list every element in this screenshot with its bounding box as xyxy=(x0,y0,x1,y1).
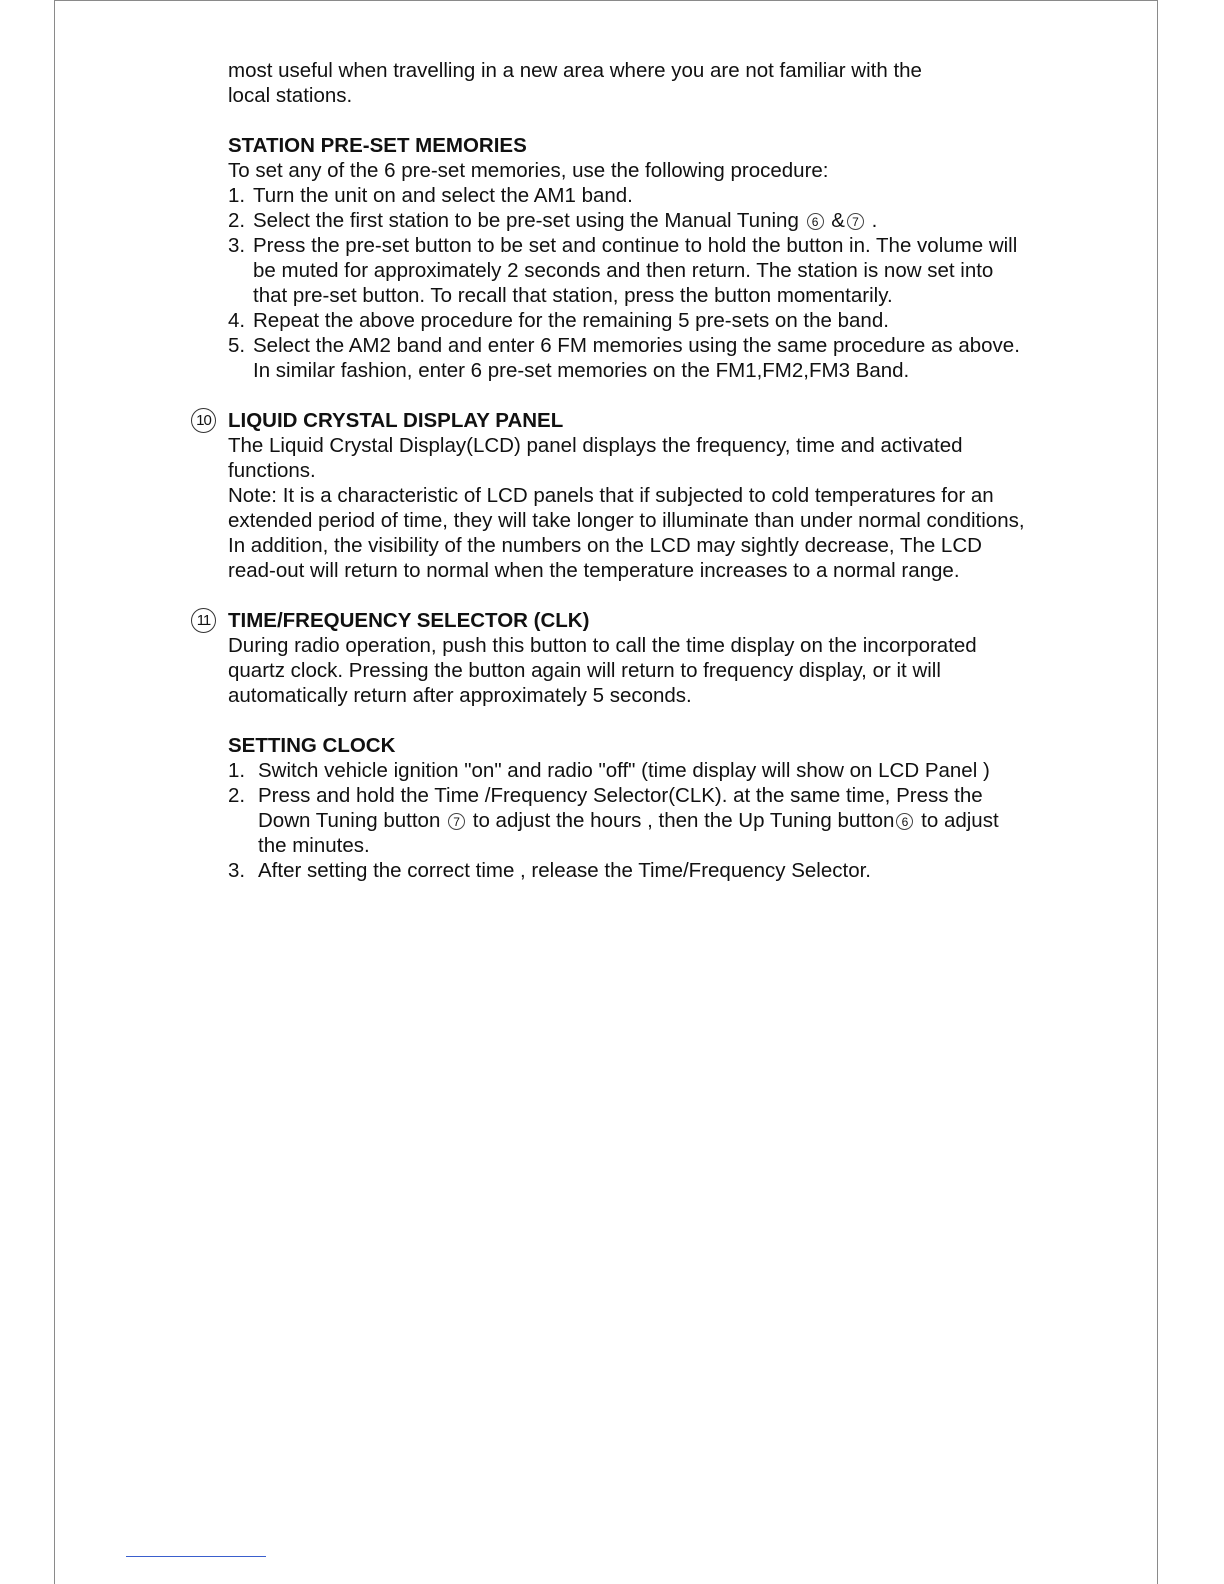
list-item xyxy=(228,233,1028,308)
step-text: Press and hold the Time /Frequency Selector(CLK). at the same time, Press the Down Tuning button xyxy=(258,784,983,832)
step-number: 1. xyxy=(228,184,246,207)
clk-paragraph: During radio operation, push this button to call the time display on the incorporated quartz clock. Pressing the button again will return to frequency display, or it will automatically return after approximately 5 seconds. xyxy=(228,634,977,707)
section-number: 10 xyxy=(191,408,216,433)
circled-7-icon: 7 xyxy=(847,213,864,230)
lcd-heading: LIQUID CRYSTAL DISPLAY PANEL xyxy=(228,409,564,432)
list-item xyxy=(228,783,1028,858)
clk-section xyxy=(196,608,1028,708)
step-text: to adjust the minutes. xyxy=(258,809,999,857)
lcd-section xyxy=(196,408,1028,583)
list-item xyxy=(228,333,1028,383)
step-number: 4. xyxy=(228,309,246,332)
circled-6-icon: 6 xyxy=(896,813,913,830)
circled-6-icon: 6 xyxy=(807,213,824,230)
lcd-paragraph-2: Note: It is a characteristic of LCD panels that if subjected to cold temperatures for an extended period of time, they will take longer to illuminate than under normal conditions, In addition, the visibility of the numbers on the LCD may sightly decrease, The LCD read-out will return to normal when the temperature increases to a normal range. xyxy=(228,484,1025,582)
list-item xyxy=(228,208,1028,233)
step-number: 2. xyxy=(228,209,246,232)
step-text: After setting the correct time , release the Time/Frequency Selector. xyxy=(258,859,871,882)
step-text: Switch vehicle ignition "on" and radio "off" (time display will show on LCD Panel ) xyxy=(258,759,990,782)
setting-clock-heading: SETTING CLOCK xyxy=(228,734,396,757)
step-text: . xyxy=(871,209,878,232)
preset-heading: STATION PRE-SET MEMORIES xyxy=(228,134,527,157)
preset-intro: To set any of the 6 pre-set memories, use the following procedure: xyxy=(228,159,829,182)
step-number: 3. xyxy=(228,859,246,882)
list-item xyxy=(228,183,1028,208)
step-text: Repeat the above procedure for the remaining 5 pre-sets on the band. xyxy=(253,309,889,332)
list-item xyxy=(228,858,1028,883)
step-text: Press the pre-set button to be set and continue to hold the button in. The volume will be muted for approximately 2 seconds and then return. The station is now set into that pre-set button. To recall that station, press the button momentarily. xyxy=(253,234,1018,307)
preset-steps xyxy=(228,183,1028,383)
list-item xyxy=(228,308,1028,333)
step-number: 5. xyxy=(228,334,246,357)
step-number: 1. xyxy=(228,759,246,782)
intro-line-1: most useful when travelling in a new area where you are not familiar with the xyxy=(228,59,922,82)
setting-clock-steps xyxy=(228,758,1028,883)
intro-line-2: local stations. xyxy=(228,84,353,107)
lcd-paragraph-1: The Liquid Crystal Display(LCD) panel displays the frequency, time and activated functions. xyxy=(228,434,963,482)
intro-paragraph xyxy=(228,58,1028,108)
step-text: Select the AM2 band and enter 6 FM memories using the same procedure as above. In similar fashion, enter 6 pre-set memories on the FM1,FM2,FM3 Band. xyxy=(253,334,1020,382)
section-number-11-icon xyxy=(190,608,217,633)
step-text: to adjust the hours , then the Up Tuning button xyxy=(472,809,895,832)
circled-7-icon: 7 xyxy=(448,813,465,830)
section-number: 11 xyxy=(191,608,216,633)
step-text: & xyxy=(831,209,845,232)
step-number: 3. xyxy=(228,234,246,257)
step-number: 2. xyxy=(228,784,246,807)
section-number-10-icon xyxy=(190,408,217,433)
clk-heading: TIME/FREQUENCY SELECTOR (CLK) xyxy=(228,609,590,632)
step-text: Turn the unit on and select the AM1 band. xyxy=(253,184,633,207)
document-body xyxy=(196,58,1028,908)
setting-clock-section xyxy=(228,733,1028,883)
list-item xyxy=(228,758,1028,783)
preset-section xyxy=(228,133,1028,383)
footer-rule xyxy=(126,1556,266,1557)
step-text: Select the first station to be pre-set using the Manual Tuning xyxy=(253,209,799,232)
